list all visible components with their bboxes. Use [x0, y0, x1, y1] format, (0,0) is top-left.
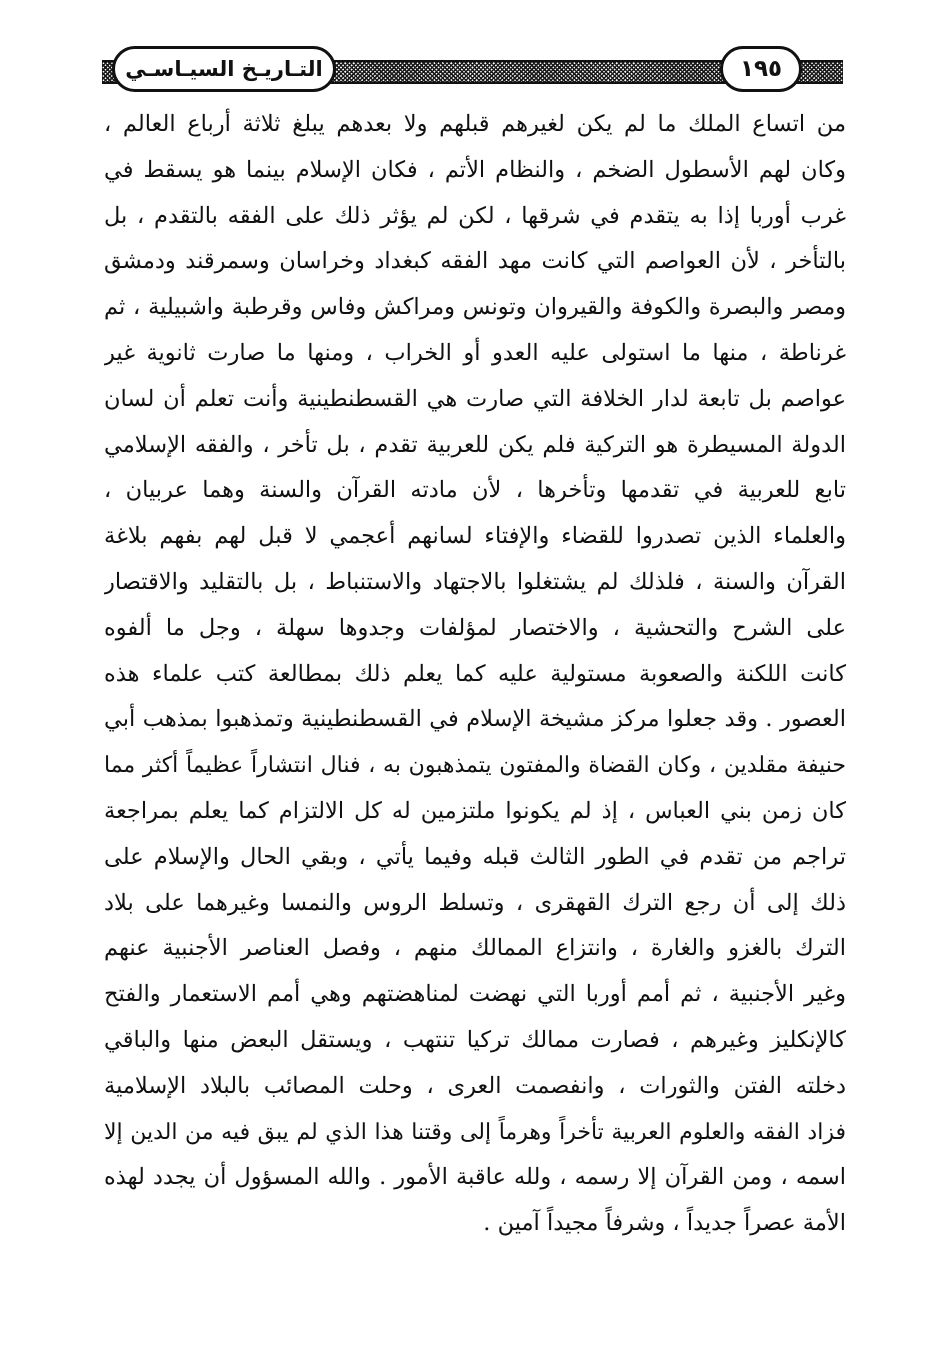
- text-line: اسمه ، ومن القرآن إلا رسمه ، ولله عاقبة الأمور . والله المسؤول أن يجدد لهذه: [104, 1164, 846, 1191]
- text-line: الترك بالغزو والغارة ، وانتزاع الممالك منهم ، وفصل العناصر الأجنبية عنهم: [104, 935, 846, 962]
- text-line: الدولة المسيطرة هو التركية فلم يكن للعربية تقدم ، بل تأخر ، والفقه الإسلامي: [104, 431, 846, 458]
- text-line: القرآن والسنة ، فلذلك لم يشتغلوا بالاجتهاد والاستنباط ، بل بالتقليد والاقتصار: [104, 568, 846, 595]
- page-number-badge: [720, 46, 802, 92]
- text-line: الأمة عصراً جديداً ، وشرفاً مجيداً آمين .: [483, 1210, 846, 1237]
- text-line: على الشرح والتحشية ، والاختصار لمؤلفات وجدوها سهلة ، وجل ما ألفوه: [104, 614, 846, 641]
- text-line: تابع للعربية في تقدمها وتأخرها ، لأن مادته القرآن والسنة وهما عربيان ،: [104, 477, 846, 504]
- running-title: [112, 46, 336, 92]
- page-number: ١٩٥: [739, 56, 783, 82]
- text-line: كانت اللكنة والصعوبة مستولية عليه كما يعلم ذلك بمطالعة كتب علماء هذه: [104, 660, 846, 687]
- text-line: حنيفة مقلدين ، وكان القضاة والمفتون يتمذهبون به ، فنال انتشاراً عظيماً أكثر مما: [104, 753, 846, 779]
- text-line: دخلته الفتن والثورات ، وانفصمت العرى ، وحلت المصائب بالبلاد الإسلامية: [104, 1072, 846, 1099]
- text-line: بالتأخر ، لأن العواصم التي كانت مهد الفقه كبغداد وخراسان وسمرقند ودمشق: [104, 248, 846, 275]
- text-line: كالإنكليز وغيرهم ، فصارت ممالك تركيا تنتهب ، ويستقل البعض منها والباقي: [104, 1026, 846, 1053]
- text-line: فزاد الفقه والعلوم العربية تأخراً وهرماً إلى وقتنا هذا الذي لم يبق فيه من الدين إلا: [104, 1119, 846, 1145]
- text-line: العصور . وقد جعلوا مركز مشيخة الإسلام في القسطنطينية وتمذهبوا بمذهب أبي: [104, 706, 846, 733]
- text-line: عواصم بل تابعة لدار الخلافة التي صارت هي القسطنطينية وأنت تعلم أن لسان: [104, 385, 846, 412]
- text-line: تراجم من تقدم في الطور الثالث قبله وفيما يأتي ، وبقي الحال والإسلام على: [104, 843, 846, 870]
- running-title-text: التـاريـخ السيـاسـي: [125, 57, 323, 81]
- text-line: والعلماء الذين تصدروا للقضاء والإفتاء لسانهم أعجمي لا قبل لهم بفهم بلاغة: [104, 523, 846, 550]
- body-text: [104, 102, 846, 1247]
- text-line: كان زمن بني العباس ، إذ لم يكونوا ملتزمين له كل الالتزام كما يعلم بمراجعة: [104, 797, 846, 824]
- text-line: من اتساع الملك ما لم يكن لغيرهم قبلهم ولا بعدهم يبلغ ثلاثة أرباع العالم ،: [104, 111, 846, 137]
- text-line: ذلك إلى أن رجع الترك القهقرى ، وتسلط الروس والنمسا وغيرهما على بلاد: [104, 889, 846, 916]
- text-line: غرب أوربا إذا به يتقدم في شرقها ، لكن لم يؤثر ذلك على الفقه بالتقدم ، بل: [104, 202, 846, 229]
- text-line: ومصر والبصرة والكوفة والقيروان وتونس ومراكش وفاس وقرطبة واشبيلية ، ثم: [104, 294, 846, 321]
- page-header: [102, 38, 843, 102]
- text-line: غرناطة ، منها ما استولى عليه العدو أو الخراب ، ومنها ما صارت ثانوية غير: [104, 339, 846, 366]
- text-line: وغير الأجنبية ، ثم أمم أوربا التي نهضت لمناهضتهم وهي أمم الاستعمار والفتح: [104, 981, 846, 1008]
- text-line: وكان لهم الأسطول الضخم ، والنظام الأتم ، فكان الإسلام بينما هو يسقط في: [104, 156, 846, 183]
